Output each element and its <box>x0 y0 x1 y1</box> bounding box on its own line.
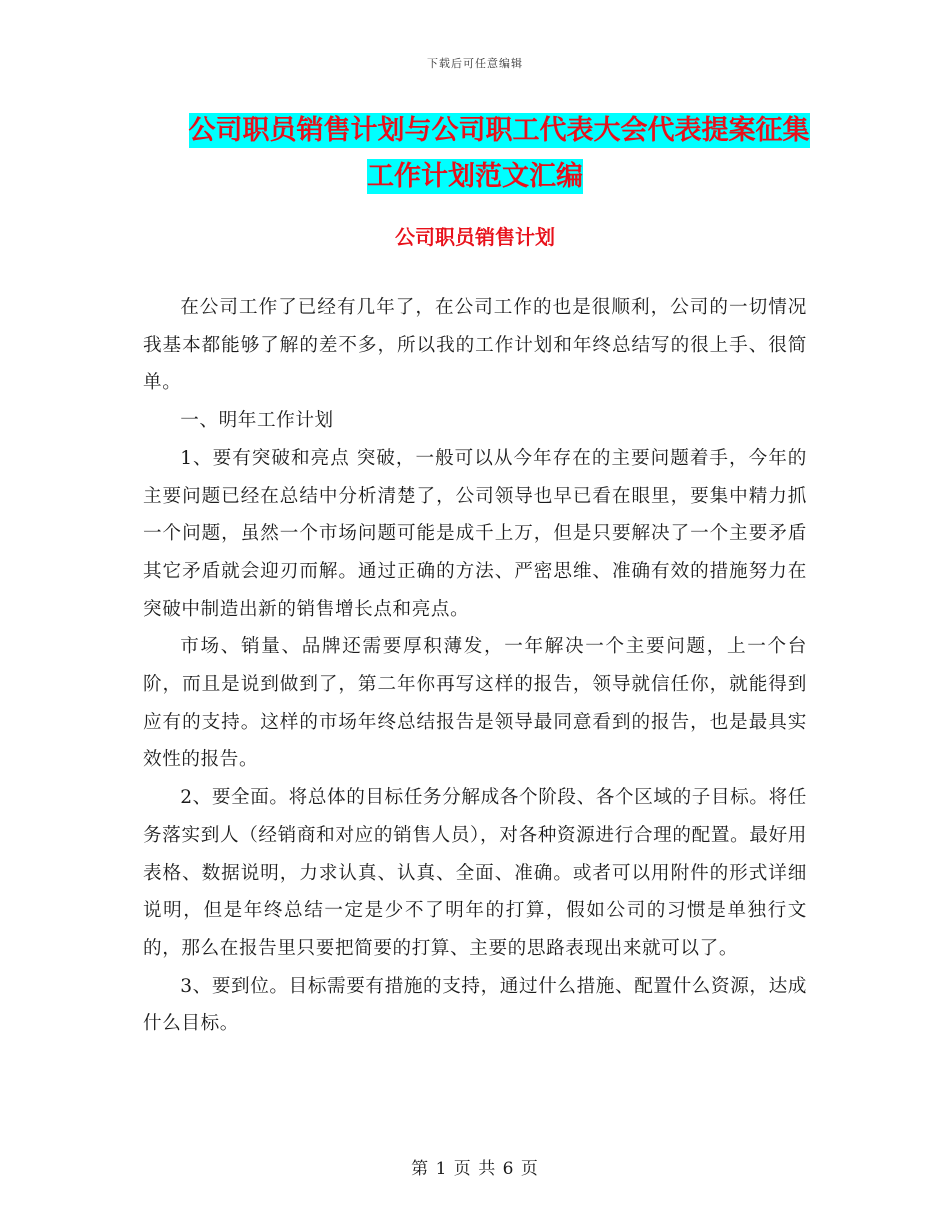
paragraph-heading-plan: 一、明年工作计划 <box>180 410 334 432</box>
paragraph-item-3: 3、要到位。目标需要有措施的支持，通过什么措施、配置什么资源，达成什么目标。 <box>143 975 807 1035</box>
title-line-2: 工作计划范文汇编 <box>367 161 583 192</box>
section-title: 公司职员销售计划 <box>395 225 555 249</box>
document-body <box>143 289 807 1043</box>
paragraph-intro: 在公司工作了已经有几年了，在公司工作的也是很顺利，公司的一切情况我基本都能够了解的差不多，所以我的工作计划和年终总结写的很上手、很简单。 <box>143 297 807 394</box>
document-title <box>0 108 950 200</box>
paragraph-market: 市场、销量、品牌还需要厚积薄发，一年解决一个主要问题，上一个台阶，而且是说到做到了，第二年你再写这样的报告，领导就信任你，就能得到应有的支持。这样的市场年终总结报告是领导最同意看到的报告，也是最具实效性的报告。 <box>143 636 807 771</box>
title-line-1: 公司职员销售计划与公司职工代表大会代表提案征集 <box>188 115 810 146</box>
header-note: 下载后可任意编辑 <box>427 57 523 70</box>
paragraph-item-2: 2、要全面。将总体的目标任务分解成各个阶段、各个区域的子目标。将任务落实到人（经销商和对应的销售人员），对各种资源进行合理的配置。最好用表格、数据说明，力求认真、认真、全面、准确。或者可以用附件的形式详细说明，但是年终总结一定是少不了明年的打算，假如公司的习惯是单独行文的，那么在报告里只要把简要的打算、主要的思路表现出来就可以了。 <box>143 787 807 959</box>
paragraph-item-1: 1、要有突破和亮点 突破，一般可以从今年存在的主要问题着手，今年的主要问题已经在总结中分析清楚了，公司领导也早已看在眼里，要集中精力抓一个问题，虽然一个市场问题可能是成千上万，但是只要解决了一个主要矛盾其它矛盾就会迎刃而解。通过正确的方法、严密思维、准确有效的措施努力在突破中制造出新的销售增长点和亮点。 <box>143 447 807 620</box>
page-footer: 第 1 页 共 6 页 <box>411 1159 539 1179</box>
